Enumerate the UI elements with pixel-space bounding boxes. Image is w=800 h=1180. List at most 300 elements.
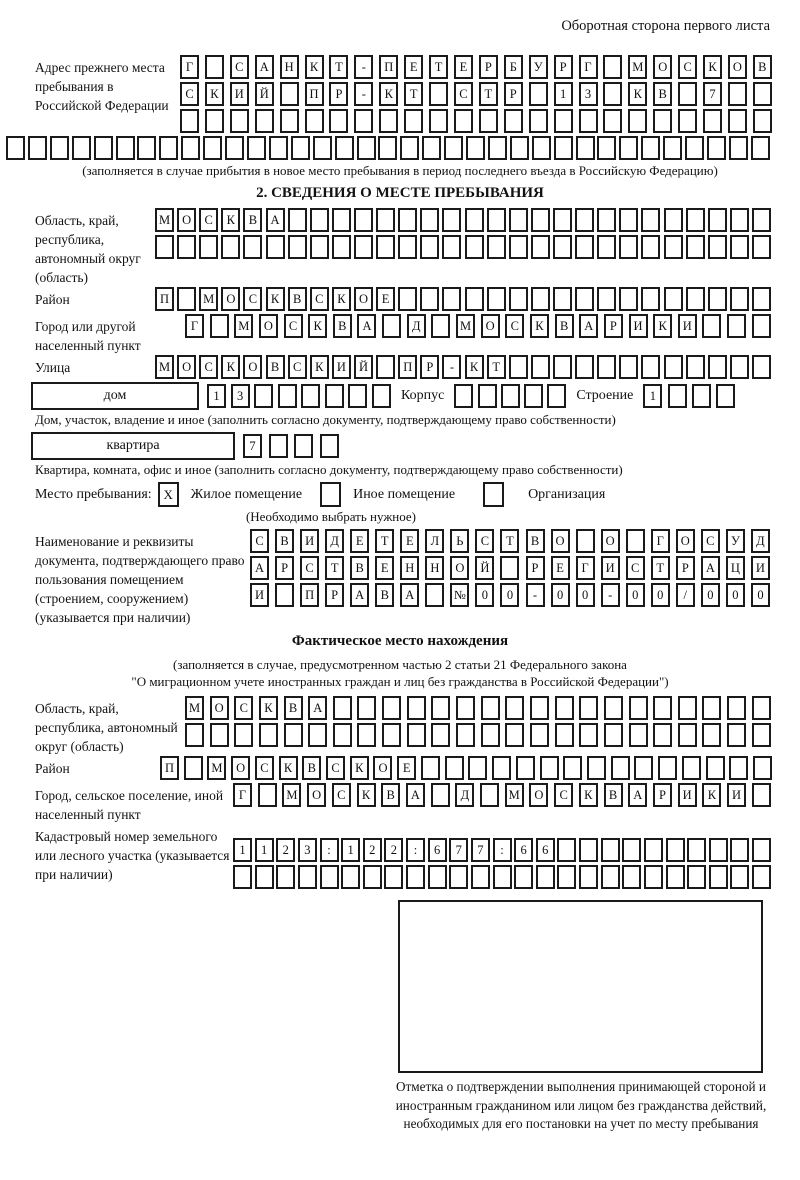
char-cell: С [678, 55, 697, 79]
char-cell [530, 696, 549, 720]
char-cell: - [442, 355, 461, 379]
ulitsa-row [155, 355, 771, 379]
char-cell: С [626, 556, 645, 580]
char-cell: 0 [500, 583, 519, 607]
char-cell: О [354, 287, 373, 311]
char-cell: А [266, 208, 285, 232]
char-cell [653, 109, 672, 133]
char-cell [611, 756, 630, 780]
char-cell: А [357, 314, 376, 338]
char-cell [444, 136, 463, 160]
char-cell [702, 696, 721, 720]
fact-note2: "О миграционном учете иностранных граждан и лиц без гражданства в Российской Федерации") [131, 674, 669, 689]
char-cell [28, 136, 47, 160]
char-cell [730, 355, 749, 379]
char-cell [531, 208, 550, 232]
kvartira-box: квартира [31, 432, 235, 460]
char-cell: 0 [726, 583, 745, 607]
char-cell [601, 838, 620, 862]
gorod-block [35, 314, 800, 355]
zhiloe-label: Жилое помещение [190, 486, 303, 502]
char-cell: 1 [207, 384, 226, 408]
char-cell: М [505, 783, 524, 807]
char-cell: С [199, 355, 218, 379]
char-cell [751, 136, 770, 160]
char-cell [425, 583, 444, 607]
fact-raion-row [160, 756, 772, 780]
char-cell [298, 865, 317, 889]
kadastr-row2 [233, 865, 771, 889]
char-cell [687, 865, 706, 889]
char-cell: О [551, 529, 570, 553]
dom-row [31, 382, 800, 410]
char-cell: Д [455, 783, 474, 807]
char-cell: Р [554, 55, 573, 79]
char-cell [579, 696, 598, 720]
char-cell [597, 287, 616, 311]
char-cell: К [259, 696, 278, 720]
char-cell: 6 [428, 838, 447, 862]
char-cell [619, 287, 638, 311]
char-cell [587, 756, 606, 780]
char-cell [431, 696, 450, 720]
char-cell: Т [487, 355, 506, 379]
char-cell [294, 434, 313, 458]
char-cell [348, 384, 367, 408]
korpus-label: Корпус [401, 388, 445, 403]
char-cell: 2 [384, 838, 403, 862]
raion-row [155, 287, 771, 311]
char-cell: 2 [363, 838, 382, 862]
org-label: Организация [528, 486, 606, 502]
char-cell: № [450, 583, 469, 607]
char-cell [313, 136, 332, 160]
char-cell [575, 287, 594, 311]
char-cell: Р [329, 82, 348, 106]
char-cell [752, 355, 771, 379]
char-cell: Р [420, 355, 439, 379]
char-cell: К [221, 208, 240, 232]
char-cell [332, 235, 351, 259]
char-cell [259, 723, 278, 747]
char-cell [310, 208, 329, 232]
char-cell [288, 235, 307, 259]
char-cell [376, 235, 395, 259]
char-cell: Е [376, 287, 395, 311]
char-cell: В [350, 556, 369, 580]
char-cell [753, 82, 772, 106]
char-cell: С [505, 314, 524, 338]
char-cell: О [481, 314, 500, 338]
char-cell [431, 723, 450, 747]
char-cell: А [628, 783, 647, 807]
char-cell [752, 865, 771, 889]
char-cell: 0 [626, 583, 645, 607]
fact-title: Фактическое место нахождения [291, 633, 509, 649]
char-cell [575, 355, 594, 379]
char-cell: К [310, 355, 329, 379]
char-cell: Е [404, 55, 423, 79]
char-cell: К [379, 82, 398, 106]
char-cell [604, 696, 623, 720]
stroenie-label: Строение [576, 388, 634, 403]
char-cell [629, 723, 648, 747]
char-cell [707, 136, 726, 160]
char-cell [466, 136, 485, 160]
char-cell: Р [275, 556, 294, 580]
char-cell [310, 235, 329, 259]
char-cell: О [259, 314, 278, 338]
fact-raion-label: Район [35, 761, 70, 776]
char-cell: В [555, 314, 574, 338]
korpus-cells [454, 384, 566, 408]
char-cell: К [350, 756, 369, 780]
document-block [35, 529, 800, 627]
char-cell: О [210, 696, 229, 720]
char-cell [664, 355, 683, 379]
char-cell: С [326, 756, 345, 780]
char-cell [420, 208, 439, 232]
char-cell: К [308, 314, 327, 338]
char-cell: С [243, 287, 262, 311]
char-cell: О [529, 783, 548, 807]
char-cell [376, 355, 395, 379]
char-cell: Й [354, 355, 373, 379]
char-cell: В [375, 583, 394, 607]
fact-oblast-label: Область, край, республика, автономный округ (область) [35, 701, 178, 754]
char-cell: К [221, 355, 240, 379]
char-cell [329, 109, 348, 133]
char-cell [288, 208, 307, 232]
char-cell [727, 723, 746, 747]
char-cell [603, 55, 622, 79]
char-cell [540, 756, 559, 780]
stamp-caption: Отметка о подтверждении выполнения принимающей стороной и иностранным гражданином или лицом без гражданства действий, необходимых для его постановки на учет по месту пребывания [395, 1079, 767, 1131]
char-cell [255, 865, 274, 889]
prev-address-row3 [180, 109, 772, 133]
char-cell: Б [504, 55, 523, 79]
prev-address-note: (заполняется в случае прибытия в новое место пребывания в период последнего въезда в Российскую Федерацию) [82, 163, 718, 178]
char-cell [529, 82, 548, 106]
char-cell: Й [255, 82, 274, 106]
char-cell: С [454, 82, 473, 106]
char-cell: Н [425, 556, 444, 580]
char-cell [320, 434, 339, 458]
char-cell [407, 696, 426, 720]
char-cell [730, 865, 749, 889]
char-cell: С [288, 355, 307, 379]
char-cell: У [529, 55, 548, 79]
char-cell: Т [375, 529, 394, 553]
char-cell [480, 783, 499, 807]
mesto-note: (Необходимо выбрать нужное) [245, 509, 417, 524]
char-cell [708, 287, 727, 311]
char-cell [666, 838, 685, 862]
char-cell: И [250, 583, 269, 607]
char-cell [753, 756, 772, 780]
char-cell [254, 384, 273, 408]
char-cell: А [701, 556, 720, 580]
char-cell: П [160, 756, 179, 780]
char-cell [454, 109, 473, 133]
char-cell [465, 287, 484, 311]
char-cell [493, 865, 512, 889]
char-cell: 1 [643, 384, 662, 408]
char-cell [728, 82, 747, 106]
char-cell [354, 109, 373, 133]
char-cell [553, 235, 572, 259]
char-cell [488, 136, 507, 160]
char-cell [301, 384, 320, 408]
char-cell [258, 783, 277, 807]
char-cell: К [703, 55, 722, 79]
char-cell [382, 696, 401, 720]
fact-gorod-block [35, 783, 800, 824]
char-cell [333, 696, 352, 720]
char-cell [727, 314, 746, 338]
char-cell: М [456, 314, 475, 338]
char-cell [376, 208, 395, 232]
char-cell [305, 109, 324, 133]
char-cell [641, 235, 660, 259]
char-cell [465, 208, 484, 232]
char-cell: К [579, 783, 598, 807]
char-cell [641, 287, 660, 311]
char-cell [404, 109, 423, 133]
char-cell [471, 865, 490, 889]
char-cell [752, 723, 771, 747]
char-cell: И [751, 556, 770, 580]
char-cell [575, 235, 594, 259]
char-cell [247, 136, 266, 160]
char-cell [398, 235, 417, 259]
char-cell: С [284, 314, 303, 338]
oblast-row1 [155, 208, 771, 232]
char-cell [708, 235, 727, 259]
ulitsa-label: Улица [35, 360, 71, 375]
char-cell [492, 756, 511, 780]
char-cell [205, 55, 224, 79]
dom-note: Дом, участок, владение и иное (заполнить согласно документу, подтверждающему право собственности) [35, 412, 616, 427]
char-cell [678, 109, 697, 133]
char-cell [709, 838, 728, 862]
char-cell [205, 109, 224, 133]
char-cell [629, 696, 648, 720]
char-cell [702, 314, 721, 338]
char-cell [666, 865, 685, 889]
char-cell: М [185, 696, 204, 720]
char-cell [579, 865, 598, 889]
char-cell [479, 109, 498, 133]
char-cell [752, 838, 771, 862]
char-cell [536, 865, 555, 889]
char-cell: Р [479, 55, 498, 79]
char-cell: - [354, 82, 373, 106]
char-cell: В [333, 314, 352, 338]
char-cell [554, 109, 573, 133]
char-cell: В [526, 529, 545, 553]
char-cell [233, 865, 252, 889]
char-cell: О [177, 208, 196, 232]
char-cell [510, 136, 529, 160]
char-cell [335, 136, 354, 160]
char-cell [579, 109, 598, 133]
char-cell: М [207, 756, 226, 780]
char-cell: В [284, 696, 303, 720]
char-cell: Г [579, 55, 598, 79]
char-cell: - [601, 583, 620, 607]
char-cell [622, 838, 641, 862]
char-cell: - [526, 583, 545, 607]
mesto-label: Место пребывания: [35, 486, 152, 502]
char-cell [664, 208, 683, 232]
char-cell [325, 384, 344, 408]
char-cell: Т [429, 55, 448, 79]
char-cell [181, 136, 200, 160]
char-cell: С [230, 55, 249, 79]
char-cell: П [398, 355, 417, 379]
char-cell [456, 723, 475, 747]
char-cell: М [155, 208, 174, 232]
char-cell: К [305, 55, 324, 79]
char-cell [454, 384, 473, 408]
char-cell: 2 [276, 838, 295, 862]
document-grid [250, 529, 770, 610]
char-cell: Ь [450, 529, 469, 553]
char-cell [357, 136, 376, 160]
char-cell: Д [325, 529, 344, 553]
char-cell: 1 [341, 838, 360, 862]
raion-label: Район [35, 292, 70, 307]
char-cell: К [332, 287, 351, 311]
char-cell: Т [651, 556, 670, 580]
char-cell [269, 434, 288, 458]
char-cell [284, 723, 303, 747]
char-cell [155, 235, 174, 259]
char-cell [203, 136, 222, 160]
char-cell [626, 529, 645, 553]
char-cell [553, 287, 572, 311]
char-cell [532, 136, 551, 160]
char-cell [478, 384, 497, 408]
kvartira-note: Квартира, комната, офис и иное (заполнить согласно документу, подтверждающему право собственности) [35, 462, 623, 477]
char-cell: О [177, 355, 196, 379]
char-cell: 7 [471, 838, 490, 862]
char-cell: А [579, 314, 598, 338]
kadastr-label: Кадастровый номер земельного или лесного участка (указывается при наличии) [35, 829, 230, 882]
char-cell: 6 [514, 838, 533, 862]
char-cell [428, 865, 447, 889]
char-cell [180, 109, 199, 133]
char-cell [6, 136, 25, 160]
prev-address-row1 [180, 55, 772, 79]
char-cell: К [465, 355, 484, 379]
char-cell: 1 [233, 838, 252, 862]
char-cell [445, 756, 464, 780]
char-cell [468, 756, 487, 780]
char-cell [363, 865, 382, 889]
char-cell [708, 355, 727, 379]
char-cell [487, 208, 506, 232]
dom-box: дом [31, 382, 199, 410]
document-row3 [250, 583, 770, 607]
char-cell [603, 82, 622, 106]
oblast-row2 [155, 235, 771, 259]
char-cell: И [678, 783, 697, 807]
char-cell [555, 723, 574, 747]
char-cell [547, 384, 566, 408]
char-cell [597, 355, 616, 379]
char-cell [354, 208, 373, 232]
char-cell [505, 723, 524, 747]
char-cell [384, 865, 403, 889]
char-cell: К [279, 756, 298, 780]
inoe-checkbox [320, 482, 341, 507]
char-cell: Р [325, 583, 344, 607]
char-cell [291, 136, 310, 160]
char-cell [557, 865, 576, 889]
prev-address-block [35, 55, 800, 136]
char-cell: Р [604, 314, 623, 338]
char-cell [442, 208, 461, 232]
char-cell: О [676, 529, 695, 553]
char-cell [575, 208, 594, 232]
char-cell: Г [233, 783, 252, 807]
char-cell: С [250, 529, 269, 553]
char-cell [604, 723, 623, 747]
char-cell: В [381, 783, 400, 807]
char-cell: С [300, 556, 319, 580]
char-cell [177, 287, 196, 311]
char-cell: Н [400, 556, 419, 580]
char-cell [686, 208, 705, 232]
char-cell: О [221, 287, 240, 311]
stamp-box [398, 900, 763, 1073]
char-cell: О [307, 783, 326, 807]
char-cell: Е [375, 556, 394, 580]
char-cell [234, 723, 253, 747]
char-cell [729, 756, 748, 780]
char-cell: В [653, 82, 672, 106]
char-cell: М [155, 355, 174, 379]
char-cell [597, 136, 616, 160]
char-cell [664, 287, 683, 311]
char-cell: 3 [231, 384, 250, 408]
char-cell: С [554, 783, 573, 807]
char-cell [579, 723, 598, 747]
char-cell [382, 314, 401, 338]
char-cell: М [282, 783, 301, 807]
char-cell: - [354, 55, 373, 79]
char-cell [752, 287, 771, 311]
char-cell: В [302, 756, 321, 780]
char-cell [184, 756, 203, 780]
char-cell [530, 723, 549, 747]
char-cell: Д [751, 529, 770, 553]
char-cell: : [320, 838, 339, 862]
char-cell: Е [454, 55, 473, 79]
char-cell [442, 287, 461, 311]
char-cell [429, 82, 448, 106]
char-cell [276, 865, 295, 889]
fact-gorod-label: Город, сельское поселение, иной населенный пункт [35, 788, 224, 822]
char-cell [225, 136, 244, 160]
char-cell [727, 696, 746, 720]
char-cell: А [250, 556, 269, 580]
char-cell [420, 287, 439, 311]
char-cell [398, 287, 417, 311]
char-cell [357, 723, 376, 747]
